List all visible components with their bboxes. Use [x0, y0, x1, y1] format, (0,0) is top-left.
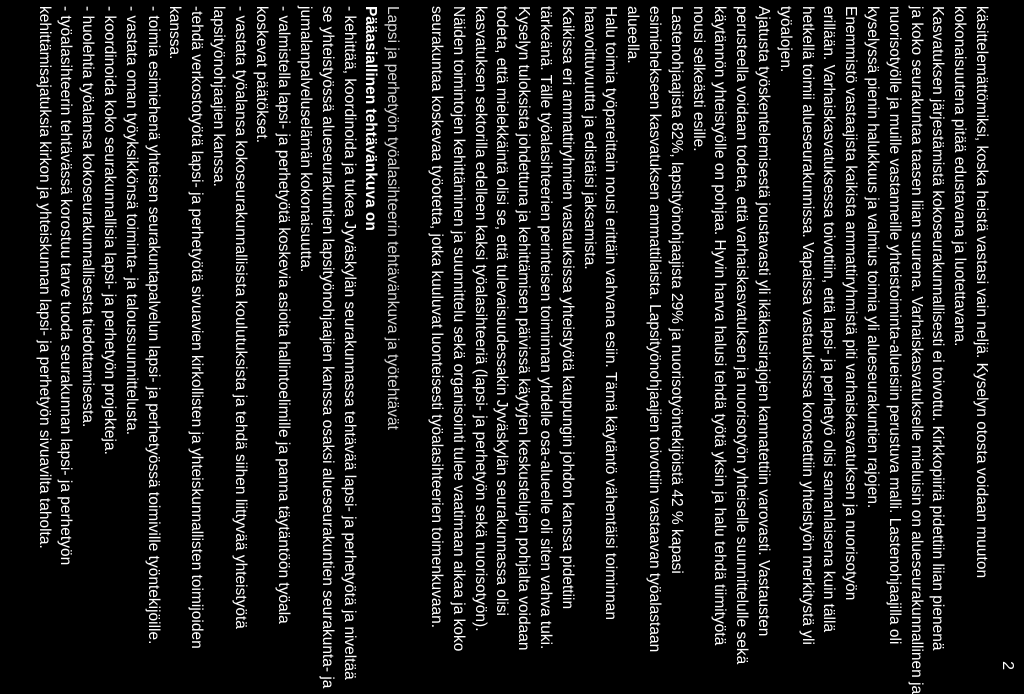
- text-line: käsittelemättömiksi, koska heistä vastasi vain neljä. Kyselyn otosta voidaan muuton: [973, 6, 990, 579]
- text-line: - vastata työalansa kokoseurakunnallisista koulutuksista ja tehdä siihen liittyvää yhteistyötä: [231, 6, 249, 629]
- text-line: todeta, että mielekkäintä olisi se, että tulevaisuudessakin Jyväskylän seurakunnassa olisi: [493, 6, 511, 616]
- text-line: Näiden toimintojen kehittäminen ja suunnittelu sekä organisointi tulee vaatimaan aikaa ja koko: [449, 6, 467, 652]
- text-line: koskevat päätökset.: [253, 6, 271, 143]
- subheading: Pääasiallinen tehtävänkuva on: [362, 6, 380, 231]
- text-line: tärkeänä. Tälle työalasihteerien perinteisen toiminnan yhdelle osa-alueelle oli siten vahva tuki.: [537, 6, 555, 650]
- text-line: kanssa.: [166, 6, 184, 60]
- text-line: Enemmistö vastaajista kaikista ammattiryhmistä piti varhaiskasvatuksen ja nuorisotyön: [842, 6, 860, 601]
- text-line: Lastenohjaajista 82%, lapsityönohjaajista 29% ja nuorisotyöntekijöistä 42 % kapasi: [667, 6, 685, 574]
- text-line: - kehittää, koordinoida ja tukea Jyväskylän seurakunnassa tehtävää lapsi- ja perhetyötä ja niveltää: [340, 6, 358, 680]
- text-line: Kasvatuksen järjestämistä kokoseurakunnallisesti ei toivottu. Kirkkopiiriä pidettiin liian pienenä: [929, 6, 947, 651]
- text-line: Ajatusta työskentelemisestä joustavasti yli ikäkausirajojen kannatettiin varovasti. Vastausten: [755, 6, 773, 637]
- text-line: esimiehekseen kasvatuksen ammattilaista. Lapsityönohjaajien toivottiin vastaavan työalastaan: [646, 6, 664, 653]
- text-line: lapsityönohjaajien kanssa.: [209, 6, 227, 187]
- text-line: - työalasihteerin tehtävässä korostuu tarve tuoda seurakunnan lapsi- ja perhetyön: [57, 6, 75, 566]
- text-line: Kyselyn tuloksista johdettuna ja kehittämisen päivissä käytyjen keskustelujen pohjalta voidaan: [515, 6, 533, 651]
- text-line: kyselyssä pienin halukkuus ja valmius toimia yli alueseurakuntien rajojen.: [864, 6, 882, 509]
- text-line: hetkellä toimii alueseurakunnissa. Vapaissa vastauksissa korostettiin yhteistyön merkitystä yli: [798, 6, 816, 645]
- text-line: nousi selkeästi esille.: [689, 6, 707, 152]
- text-line: -tehdä verkostotyötä lapsi- ja perhetyötä sivuavien kirkollisten ja yhteiskunnallisten toimijoiden: [188, 6, 206, 649]
- text-line: kehittämisajatuksia kirkon ja yhteiskunnan lapsi- ja perhetyön sivuavilta taholta.: [35, 6, 53, 549]
- paragraph-gap: [403, 6, 425, 670]
- text-line: seurakuntaa koskevaa työotetta, jotka kuuluvat luonteisesti työalasihteerien toimenkuvaan.: [428, 6, 446, 629]
- text-line: Halu toimia työpareittain nousi erittäin vahvana esiin. Tämä käytäntö vähentäisi toiminnan: [602, 6, 620, 621]
- text-line: Kaikissa eri ammattiryhmien vastauksissa yhteistyötä kaupungin johdon kanssa pidettiin: [558, 6, 576, 610]
- text-line: - valmistella lapsi- ja perhetyötä koskevia asioita hallintoelimille ja panna täytäntöön työala: [275, 6, 293, 624]
- text-line: kokonaisuutena pitää edustavana ja luotettavana.: [951, 6, 969, 347]
- text-line: jumalanpalveluselämän kokonaisuutta.: [297, 6, 315, 273]
- text-line: perusteella voidaan todeta, että varhaiskasvatuksen ja nuorisotyön yhteiselle suunnittelulle sekä: [733, 6, 751, 665]
- text-line: haavoittuvuutta ja edistäisi jaksamista.: [580, 6, 598, 270]
- text-line: - toimia esimiehenä yhteisen seurakuntapalvelun lapsi- ja perhetyössä toimiville työntekijöille.: [144, 6, 162, 645]
- text-line: kasvatuksen sektorilla edelleen kaksi työalasihteeriä (lapsi- ja perhetyön sekä nuorisotyön).: [471, 6, 489, 632]
- text-line: - koordinoida koko seurakunnallisia lapsi- ja perhetyön projekteja.: [100, 6, 118, 455]
- page-number: 2: [999, 661, 1016, 670]
- text-line: ja koko seurakuntaa taasen liian suurena. Varhaiskasvatukselle mieluisin on alueseurakunnallinen ja: [907, 6, 925, 694]
- text-line: - vastata oman työyksikkönsä toiminta- ja taloussuunnittelusta.: [122, 6, 140, 436]
- text-line: työalojen.: [776, 6, 794, 73]
- text-line: erillään. Varhaiskasvatuksessa toivottiin, että lapsi- ja perhetyö olisi samanlaisena kuin tällä: [820, 6, 838, 633]
- text-line: käytännön yhteistyölle on pohjaa. Hyvin harva halusi tehdä työtä yksin ja halu tehdä tiimityötä: [711, 6, 729, 646]
- section-heading: Lapsi ja perhetyön työalasihteerin tehtävänkuva ja työtehtävät: [384, 6, 402, 430]
- text-line: - huolehtia työalansa kokoseurakunnallisesta tiedottamisesta.: [79, 6, 97, 428]
- text-line: alueella.: [624, 6, 642, 64]
- text-line: nuorisotyölle ja muille vastanneille yhteistoiminta-alueisiin perustuva malli. Lastenohjaajilla oli: [885, 6, 903, 645]
- text-line: se yhteistyössä alueseurakuntien lapsityönohjaajien kanssa osaksi alueseurakuntien seurakunta- ja: [318, 6, 336, 689]
- document-body: [33, 6, 992, 694]
